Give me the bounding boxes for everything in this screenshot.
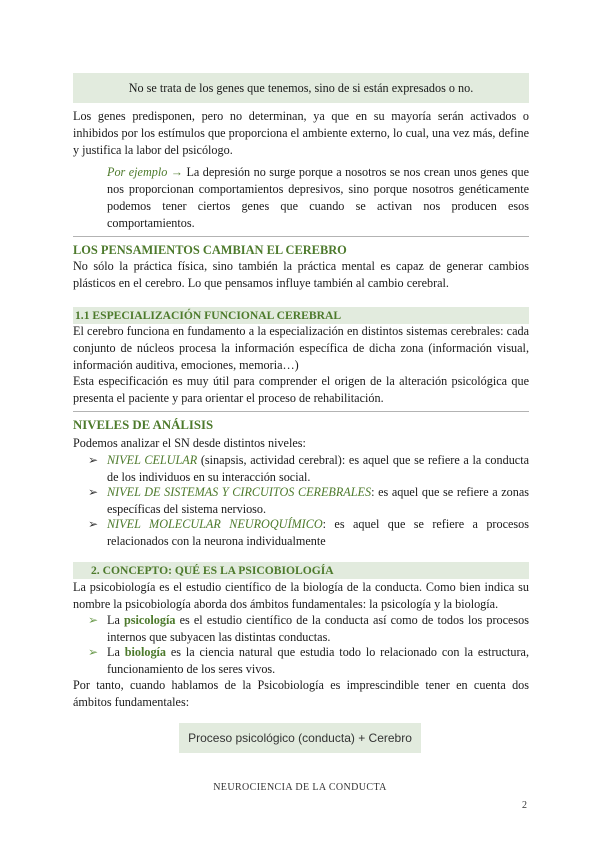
- discipline-text: es la ciencia natural que estudia todo lo relacionado con la estructura, funcionamiento de los seres vivos.: [107, 645, 529, 676]
- example-text: La depresión no surge porque a nosotros se nos crean unos genes que nos proporcionan comportamientos depresivos, sino porque nosotros genéticamente podemos tener ciertos genes que cuando se activan nos producen esos comportamientos.: [107, 165, 529, 230]
- thoughts-paragraph: No sólo la práctica física, sino también la práctica mental es capaz de generar cambios plásticos en el cerebro. Lo que pensamos influye también al cambio cerebral.: [73, 259, 529, 290]
- specialization-paragraph-2: Esta especificación es muy útil para comprender el origen de la alteración psicológica que presenta el paciente y para orientar el proceso de rehabilitación.: [73, 374, 529, 405]
- discipline-term: psicología: [123, 613, 176, 627]
- example-lead: Por ejemplo →: [107, 165, 183, 179]
- example-paragraph: [107, 164, 529, 232]
- list-item: [107, 516, 529, 550]
- level-text: : es aquel que se refiere a procesos relacionados con la neurona individualmente: [107, 517, 529, 548]
- page-number: 2: [522, 800, 527, 811]
- section-heading-2: [73, 562, 529, 579]
- formula-box: [179, 723, 421, 753]
- level-term: NIVEL DE SISTEMAS Y CIRCUITOS CEREBRALES: [107, 485, 372, 499]
- list-item: [107, 612, 529, 646]
- arrow-bullet-icon: ➢: [88, 453, 99, 467]
- specialization-paragraph-1: El cerebro funciona en fundamento a la especialización en distintos sistemas cerebrales: cada conjunto de núcleos procesa la información específica de dicha zona (información visual, información auditiva, emociones, memoria…): [73, 324, 529, 372]
- level-text: (sinapsis, actividad cerebral): es aquel que se refiere a la conducta de los individuos en su interacción social.: [107, 453, 529, 484]
- section-heading-1-1: 1.1 ESPECIALIZACIÓN FUNCIONAL CEREBRAL: [73, 307, 529, 324]
- level-text: : es aquel que se refiere a zonas específicas del sistema nervioso.: [107, 485, 529, 516]
- discipline-term: biología: [124, 645, 167, 659]
- arrow-bullet-icon: ➢: [88, 613, 99, 627]
- quote-banner: [73, 73, 529, 103]
- arrow-bullet-icon: ➢: [88, 645, 99, 659]
- section-heading-levels: NIVELES DE ANÁLISIS: [73, 418, 214, 432]
- conclusion-paragraph: Por tanto, cuando hablamos de la Psicobiología es imprescindible tener en cuenta dos ámbitos fundamentales:: [73, 678, 529, 709]
- list-item: [107, 484, 529, 518]
- psychobiology-paragraph: La psicobiología es el estudio científico de la biología de la conducta. Como bien indica su nombre la psicobiología aborda dos ámbitos fundamentales: la psicología y la biología.: [73, 580, 529, 611]
- item-prefix: La: [107, 645, 125, 659]
- intro-paragraph: Los genes predisponen, pero no determinan, ya que en su mayoría serán activados o inhibidos por los estímulos que proporciona el ambiente externo, lo cual, una vez más, define y justifica la labor del psicólogo.: [73, 109, 529, 157]
- list-item: [107, 644, 529, 678]
- section-heading-thoughts: LOS PENSAMIENTOS CAMBIAN EL CEREBRO: [73, 243, 347, 257]
- arrow-bullet-icon: ➢: [88, 485, 99, 499]
- levels-intro: Podemos analizar el SN desde distintos niveles:: [73, 436, 306, 450]
- level-term: NIVEL CELULAR: [107, 453, 198, 467]
- formula-text: Proceso psicológico (conducta) + Cerebro: [188, 731, 412, 745]
- list-item: [107, 452, 529, 486]
- divider: [73, 411, 529, 412]
- arrow-bullet-icon: ➢: [88, 517, 99, 531]
- discipline-text: es el estudio científico de la conducta así como de todos los procesos internos que subyacen las distintas conductas.: [107, 613, 529, 644]
- quote-text: No se trata de los genes que tenemos, sino de si están expresados o no.: [128, 80, 474, 95]
- page-footer: NEUROCIENCIA DE LA CONDUCTA: [213, 782, 387, 793]
- section-2-title: 2. CONCEPTO: QUÉ ES LA PSICOBIOLOGÍA: [91, 564, 334, 577]
- divider: [73, 236, 529, 237]
- level-term: NIVEL MOLECULAR NEUROQUÍMICO: [107, 517, 323, 531]
- item-prefix: La: [107, 613, 124, 627]
